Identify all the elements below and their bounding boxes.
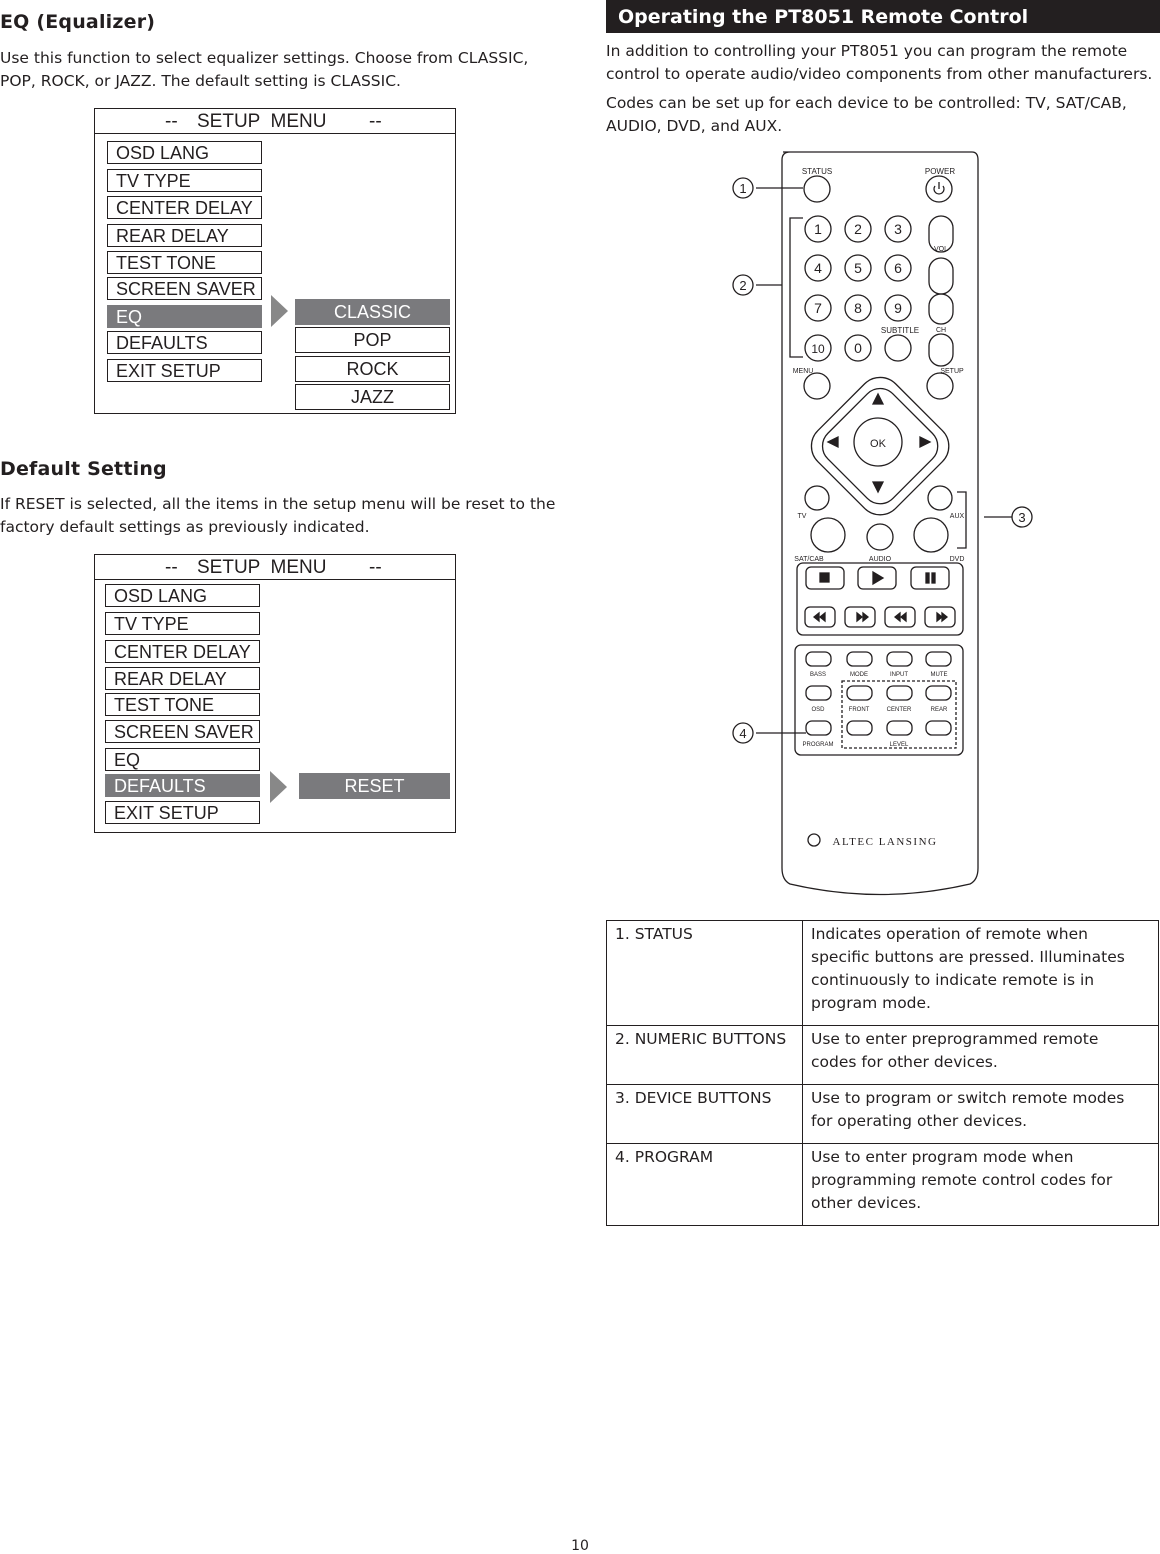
eq-description: Use this function to select equalizer settings. Choose from CLASSIC, POP, ROCK, or JAZZ. The default setting is CLASSIC. <box>0 49 529 90</box>
digit-10: 10 <box>811 342 825 356</box>
menu-item-exit-setup[interactable]: EXIT SETUP <box>105 801 260 824</box>
eq-option-rock[interactable]: ROCK <box>295 356 450 382</box>
menu-item-osd-lang[interactable]: OSD LANG <box>107 141 262 164</box>
digit-4: 4 <box>814 260 822 276</box>
title-dash-right: -- <box>369 557 382 578</box>
menu-item-osd-lang[interactable]: OSD LANG <box>105 584 260 607</box>
menu-item-defaults[interactable]: DEFAULTS <box>105 774 260 797</box>
title-dash-left: -- <box>165 557 178 578</box>
audio-label: AUDIO <box>868 556 892 563</box>
menu-item-tv-type[interactable]: TV TYPE <box>107 169 262 192</box>
menu-item-test-tone[interactable]: TEST TONE <box>105 693 260 716</box>
input-label: INPUT <box>890 672 908 678</box>
mode-label: MODE <box>850 672 868 678</box>
menu-item-screen-saver[interactable]: SCREEN SAVER <box>105 720 260 743</box>
menu-item-tv-type[interactable]: TV TYPE <box>105 612 260 635</box>
menu-item-rear-delay[interactable]: REAR DELAY <box>105 667 260 690</box>
osd-label: OSD <box>811 707 825 713</box>
remote-button-table <box>606 920 1159 1226</box>
level-label: LEVEL <box>889 742 909 748</box>
rear-label: REAR <box>930 707 948 713</box>
default-setting-description: If RESET is selected, all the items in the setup menu will be reset to the factory default settings as previously indicated. <box>0 495 556 536</box>
table-cell-label: 3. DEVICE BUTTONS <box>607 1085 803 1144</box>
bass-label: BASS <box>809 672 827 678</box>
status-label: STATUS <box>801 167 833 176</box>
digit-9: 9 <box>894 300 902 316</box>
callout-label-4: 4 <box>739 726 747 741</box>
program-label: PROGRAM <box>802 742 834 748</box>
subtitle-label: SUBTITLE <box>880 326 920 335</box>
menu-item-screen-saver[interactable]: SCREEN SAVER <box>107 277 262 300</box>
title-dash-left: -- <box>165 111 178 132</box>
page-number: 10 <box>571 1538 589 1554</box>
setup-menu-eq <box>94 108 456 414</box>
ok-label: OK <box>870 438 886 450</box>
setup-menu-defaults <box>94 554 456 833</box>
title-dash-right: -- <box>369 111 382 132</box>
tv-label: TV <box>797 513 807 520</box>
menu-item-test-tone[interactable]: TEST TONE <box>107 251 262 274</box>
eq-heading: EQ (Equalizer) <box>0 11 156 33</box>
callout-label-2: 2 <box>739 278 747 293</box>
menu-item-eq[interactable]: EQ <box>105 748 260 771</box>
dvd-label: DVD <box>949 556 965 563</box>
digit-1: 1 <box>814 221 822 237</box>
table-row <box>607 1144 1159 1226</box>
menu-item-exit-setup[interactable]: EXIT SETUP <box>107 359 262 382</box>
menu-item-center-delay[interactable]: CENTER DELAY <box>107 196 262 219</box>
callout-label-1: 1 <box>739 181 747 196</box>
remote-control-illustration <box>700 145 1040 905</box>
menu-title <box>95 555 455 580</box>
brand-label: ALTEC LANSING <box>832 836 938 848</box>
digit-0: 0 <box>854 340 862 356</box>
ch-label: CH <box>935 327 947 334</box>
table-row <box>607 1085 1159 1144</box>
submenu-arrow-icon <box>270 771 287 803</box>
eq-option-pop[interactable]: POP <box>295 327 450 353</box>
eq-option-jazz[interactable]: JAZZ <box>295 384 450 410</box>
center-label: CENTER <box>886 707 912 713</box>
table-cell-description: Use to enter preprogrammed remote codes for other devices. <box>803 1026 1159 1085</box>
digit-6: 6 <box>894 260 902 276</box>
mute-label: MUTE <box>930 672 948 678</box>
table-cell-label: 4. PROGRAM <box>607 1144 803 1226</box>
satcab-label: SAT/CAB <box>794 556 824 563</box>
table-cell-description: Use to program or switch remote modes for operating other devices. <box>803 1085 1159 1144</box>
front-label: FRONT <box>848 707 870 713</box>
title-text: SETUP MENU <box>197 557 327 578</box>
defaults-option-reset[interactable]: RESET <box>299 773 450 799</box>
default-setting-heading: Default Setting <box>0 458 167 480</box>
digit-2: 2 <box>854 221 862 237</box>
remote-body <box>782 152 978 895</box>
menu-title <box>95 109 455 134</box>
eq-option-classic[interactable]: CLASSIC <box>295 299 450 325</box>
menu-item-defaults[interactable]: DEFAULTS <box>107 331 262 354</box>
table-cell-description: Indicates operation of remote when specific buttons are pressed. Illuminates continuously to indicate remote is in program mode. <box>803 921 1159 1026</box>
table-row <box>607 921 1159 1026</box>
digit-5: 5 <box>854 260 862 276</box>
setup-label: SETUP <box>940 368 964 375</box>
table-cell-label: 1. STATUS <box>607 921 803 1026</box>
menu-item-center-delay[interactable]: CENTER DELAY <box>105 640 260 663</box>
stop-icon <box>820 573 829 582</box>
vol-label: VOL <box>933 246 949 253</box>
menu-item-eq[interactable]: EQ <box>107 305 262 328</box>
callout-label-3: 3 <box>1018 510 1026 525</box>
pause-icon <box>926 573 929 583</box>
submenu-arrow-icon <box>271 295 288 327</box>
menu-label: MENU <box>792 368 814 375</box>
digit-3: 3 <box>894 221 902 237</box>
title-text: SETUP MENU <box>197 111 327 132</box>
remote-codes-paragraph: Codes can be set up for each device to be controlled: TV, SAT/CAB, AUDIO, DVD, and AUX. <box>606 94 1127 135</box>
remote-intro-paragraph: In addition to controlling your PT8051 you can program the remote control to operate audio/video components from other manufacturers. <box>606 42 1153 83</box>
section-banner: Operating the PT8051 Remote Control <box>606 0 1160 33</box>
aux-label: AUX <box>949 513 965 520</box>
table-cell-description: Use to enter program mode when programming remote control codes for other devices. <box>803 1144 1159 1226</box>
menu-item-rear-delay[interactable]: REAR DELAY <box>107 224 262 247</box>
digit-7: 7 <box>814 300 822 316</box>
table-row <box>607 1026 1159 1085</box>
power-label: POWER <box>924 167 956 176</box>
table-cell-label: 2. NUMERIC BUTTONS <box>607 1026 803 1085</box>
digit-8: 8 <box>854 300 862 316</box>
